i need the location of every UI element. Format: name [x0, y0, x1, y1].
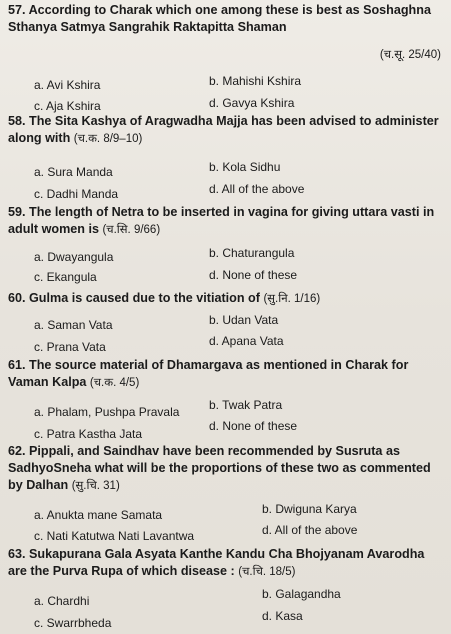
question-number: 58. — [8, 114, 26, 128]
question-number: 57. — [8, 3, 26, 17]
option-b[interactable]: b. Mahishi Kshira — [209, 74, 302, 88]
option-c[interactable]: c. Dadhi Manda — [34, 187, 119, 201]
option-a[interactable]: a. Avi Kshira — [34, 78, 101, 92]
question-reference: (च.चि. 18/5) — [238, 566, 296, 578]
question-number: 59. — [8, 205, 26, 219]
option-d[interactable]: d. All of the above — [209, 182, 305, 196]
question-text: Sukapurana Gala Asyata Kanthe Kandu Cha Bhojyanam Avarodha are the Purva Rupa of which disease : — [8, 547, 425, 578]
option-d[interactable]: d. Gavya Kshira — [209, 96, 295, 110]
option-a[interactable]: a. Chardhi — [34, 594, 90, 608]
question-text: Gulma is caused due to the vitiation of — [29, 291, 260, 305]
option-d[interactable]: d. None of these — [209, 268, 298, 282]
question-number: 60. — [8, 291, 26, 305]
question-text: According to Charak which one among these is best as Soshaghna Sthanya Satmya Sangrahik Raktapitta Shaman — [8, 3, 431, 34]
question-59 — [8, 204, 444, 239]
option-a[interactable]: a. Dwayangula — [34, 250, 114, 264]
option-a[interactable]: a. Anukta mane Samata — [34, 508, 163, 522]
option-b[interactable]: b. Twak Patra — [209, 398, 283, 412]
option-c[interactable]: c. Nati Katutwa Nati Lavantwa — [34, 529, 195, 543]
option-d[interactable]: d. None of these — [209, 419, 298, 433]
option-b[interactable]: b. Chaturangula — [209, 246, 295, 260]
option-c[interactable]: c. Ekangula — [34, 270, 97, 284]
question-text: The length of Netra to be inserted in vagina for giving uttara vasti in adult women is — [8, 205, 435, 236]
question-reference: (सु.नि. 1/16) — [263, 293, 321, 305]
option-d[interactable]: d. Apana Vata — [209, 334, 284, 348]
question-63 — [8, 546, 444, 581]
question-61 — [8, 357, 444, 392]
option-b[interactable]: b. Galagandha — [262, 587, 341, 601]
question-number: 61. — [8, 358, 26, 372]
option-a[interactable]: a. Phalam, Pushpa Pravala — [34, 405, 180, 419]
question-text: The source material of Dhamargava as mentioned in Charak for Vaman Kalpa — [8, 358, 409, 389]
option-c[interactable]: c. Aja Kshira — [34, 99, 101, 113]
question-reference: (च.सि. 9/66) — [102, 224, 161, 236]
question-reference: (च.सू. 25/40) — [379, 49, 441, 61]
option-a[interactable]: a. Saman Vata — [34, 318, 113, 332]
option-c[interactable]: c. Prana Vata — [34, 340, 106, 354]
question-reference: (च.क. 8/9–10) — [73, 133, 143, 145]
option-b[interactable]: b. Dwiguna Karya — [262, 502, 357, 516]
option-c[interactable]: c. Swarrbheda — [34, 616, 112, 630]
option-d[interactable]: d. All of the above — [262, 523, 358, 537]
question-text: Pippali, and Saindhav have been recommended by Susruta as SadhyoSneha what will be the proportions of these two as commented by Dalhan — [8, 444, 431, 492]
question-58 — [8, 113, 444, 148]
option-c[interactable]: c. Patra Kastha Jata — [34, 427, 143, 441]
question-60 — [8, 290, 444, 308]
question-number: 62. — [8, 444, 26, 458]
question-reference: (च.क. 4/5) — [89, 377, 140, 389]
question-62 — [8, 443, 444, 495]
option-a[interactable]: a. Sura Manda — [34, 165, 113, 179]
option-b[interactable]: b. Udan Vata — [209, 313, 279, 327]
question-text: The Sita Kashya of Aragwadha Majja has been advised to administer along with — [8, 114, 439, 145]
question-57 — [8, 2, 444, 36]
option-b[interactable]: b. Kola Sidhu — [209, 160, 281, 174]
question-number: 63. — [8, 547, 26, 561]
question-reference: (सु.चि. 31) — [71, 480, 120, 492]
option-d[interactable]: d. Kasa — [262, 609, 303, 623]
